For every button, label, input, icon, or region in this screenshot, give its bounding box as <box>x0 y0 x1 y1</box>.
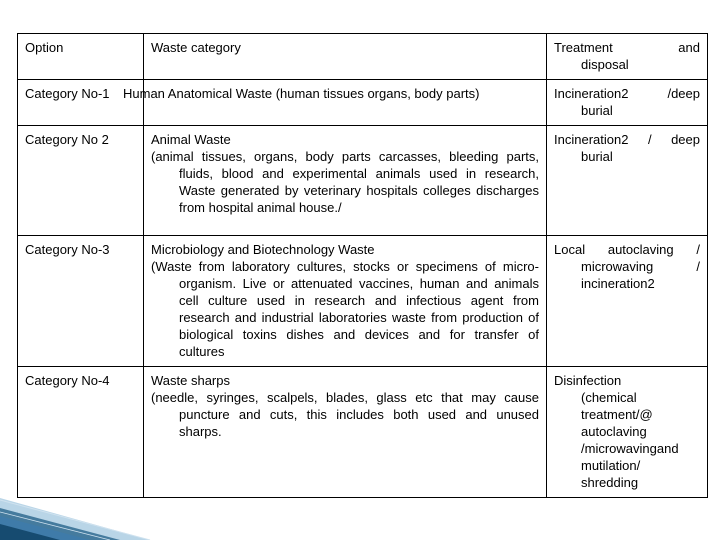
row-waste-desc: Human Anatomical Waste (human tissues organs, body parts) <box>144 80 547 126</box>
row-treatment-part: /deep <box>667 86 700 101</box>
row-treatment-part: /microwavingand <box>581 441 679 456</box>
header-waste-category: Waste category <box>144 34 547 80</box>
table-row <box>18 367 708 498</box>
table-header-row <box>18 34 708 80</box>
header-disposal-word: disposal <box>581 57 629 72</box>
row-waste-title: Microbiology and Biotechnology Waste <box>151 242 375 257</box>
row-option: Category No-3 <box>18 236 144 367</box>
table-row <box>18 236 708 367</box>
row-treatment-part: burial <box>581 103 613 118</box>
row-treatment-part: shredding <box>581 475 639 490</box>
row-treatment <box>547 80 708 126</box>
row-waste-title: Animal Waste <box>151 132 231 147</box>
row-treatment-part: incineration2 <box>581 276 655 291</box>
header-option: Option <box>18 34 144 80</box>
row-treatment <box>547 236 708 367</box>
row-waste <box>144 236 547 367</box>
row-treatment <box>547 367 708 498</box>
row-treatment-part: Disinfection <box>554 373 622 388</box>
header-and-word: and <box>678 40 700 55</box>
row-treatment-part: microwaving / <box>581 259 700 274</box>
row-waste-desc: (animal tissues, organs, body parts carcasses, bleeding parts, fluids, blood and experimental animals used in research, Waste generated by veterinary hospitals colleges discharges from hospital animal house./ <box>151 149 539 215</box>
row-treatment-part: Incineration2 <box>554 86 629 101</box>
row-waste <box>144 367 547 498</box>
header-treatment <box>547 34 708 80</box>
row-treatment <box>547 126 708 236</box>
row-waste <box>144 126 547 236</box>
table-row <box>18 80 708 126</box>
row-treatment-part: burial <box>581 149 613 164</box>
table-row <box>18 126 708 236</box>
row-treatment-part: Local autoclaving / <box>554 242 700 257</box>
row-treatment-part: mutilation/ <box>581 458 641 473</box>
row-waste-title: Waste sharps <box>151 373 230 388</box>
row-treatment-part: Incineration2 / deep <box>554 132 700 147</box>
row-treatment-part: autoclaving <box>581 424 647 439</box>
row-option: Category No 2 <box>18 126 144 236</box>
header-treatment-word: Treatment <box>554 40 613 55</box>
row-waste-desc: (Waste from laboratory cultures, stocks or specimens of micro-organism. Live or attenuated vaccines, human and animals cell culture used in research and infectious agent from research and industrial laboratories waste from production of biological toxins dishes and devices and for transfer of cultures <box>151 259 539 359</box>
waste-table <box>17 33 708 498</box>
row-waste-desc: (needle, syringes, scalpels, blades, glass etc that may cause puncture and cuts, this includes both used and unused sharps. <box>151 390 539 439</box>
row-option: Category No-4 <box>18 367 144 498</box>
row-option: Category No-1 <box>18 80 144 126</box>
row-treatment-part: treatment/@ <box>581 407 653 422</box>
row-treatment-part: (chemical <box>581 390 637 405</box>
